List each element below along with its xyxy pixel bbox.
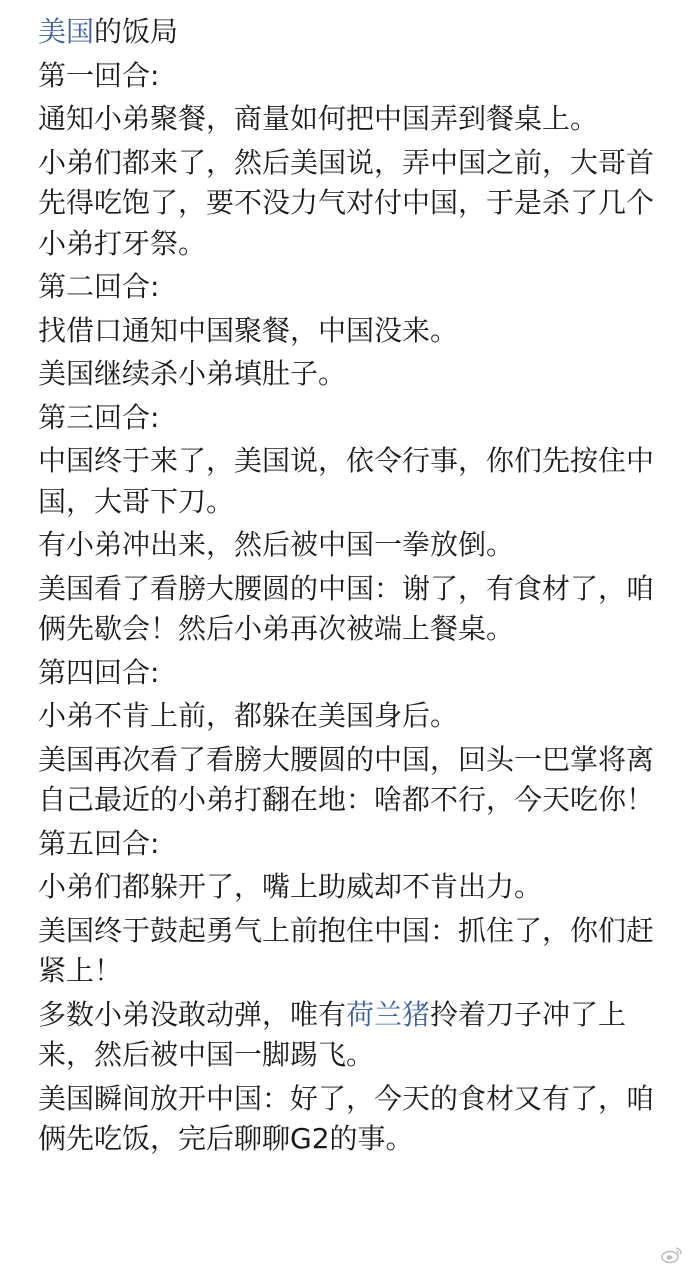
paragraph: 小弟不肯上前，都躲在美国身后。	[38, 699, 459, 732]
post-title	[38, 12, 678, 53]
paragraph: 找借口通知中国聚餐，中国没来。	[38, 313, 459, 347]
weibo-logo-icon	[661, 1246, 683, 1264]
paragraph-text: 多数小弟没敢动弹，唯有	[38, 997, 347, 1031]
paragraph: 通知小弟聚餐，商量如何把中国弄到餐桌上。	[38, 102, 599, 135]
round-5-heading: 第五回合:	[38, 826, 160, 860]
round-4-heading: 第四回合:	[38, 655, 160, 689]
paragraph: 美国终于鼓起勇气上前抱住中国：抓住了，你们赶紧上！	[38, 913, 655, 987]
post-content	[38, 12, 678, 1163]
paragraph: 美国再次看了看膀大腰圆的中国，回头一巴掌将离自己最近的小弟打翻在地：啥都不行，今天吃你！	[38, 742, 655, 816]
paragraph: 小弟们都躲开了，嘴上助威却不肯出力。	[38, 870, 543, 903]
paragraph: 小弟们都来了，然后美国说，弄中国之前，大哥首先得吃饱了，要不没力气对付中国，于是杀了几个小弟打牙祭。	[38, 145, 655, 260]
paragraph	[38, 995, 678, 1076]
round-2-heading: 第二回合:	[38, 270, 160, 303]
paragraph: 美国看了看膀大腰圆的中国：谢了，有食材了，咱俩先歇会！然后小弟再次被端上餐桌。	[38, 571, 655, 645]
round-3-heading: 第三回合:	[38, 400, 160, 434]
paragraph: 有小弟冲出来，然后被中国一拳放倒。	[38, 528, 515, 561]
paragraph-text: 拎着刀子冲了上来，然后被中国一脚踢飞。	[38, 997, 627, 1071]
paragraph: 美国继续杀小弟填肚子。	[38, 357, 347, 390]
title-text: 的饭局	[94, 15, 179, 48]
title-link-america[interactable]: 美国	[38, 15, 95, 48]
round-1-heading: 第一回合:	[38, 58, 160, 92]
paragraph: 美国瞬间放开中国：好了，今天的食材又有了，咱俩先吃饭，完后聊聊G2的事。	[38, 1081, 655, 1155]
paragraph: 中国终于来了，美国说，依令行事，你们先按住中国，大哥下刀。	[38, 444, 655, 518]
link-guinea-pig[interactable]: 荷兰猪	[346, 997, 431, 1031]
